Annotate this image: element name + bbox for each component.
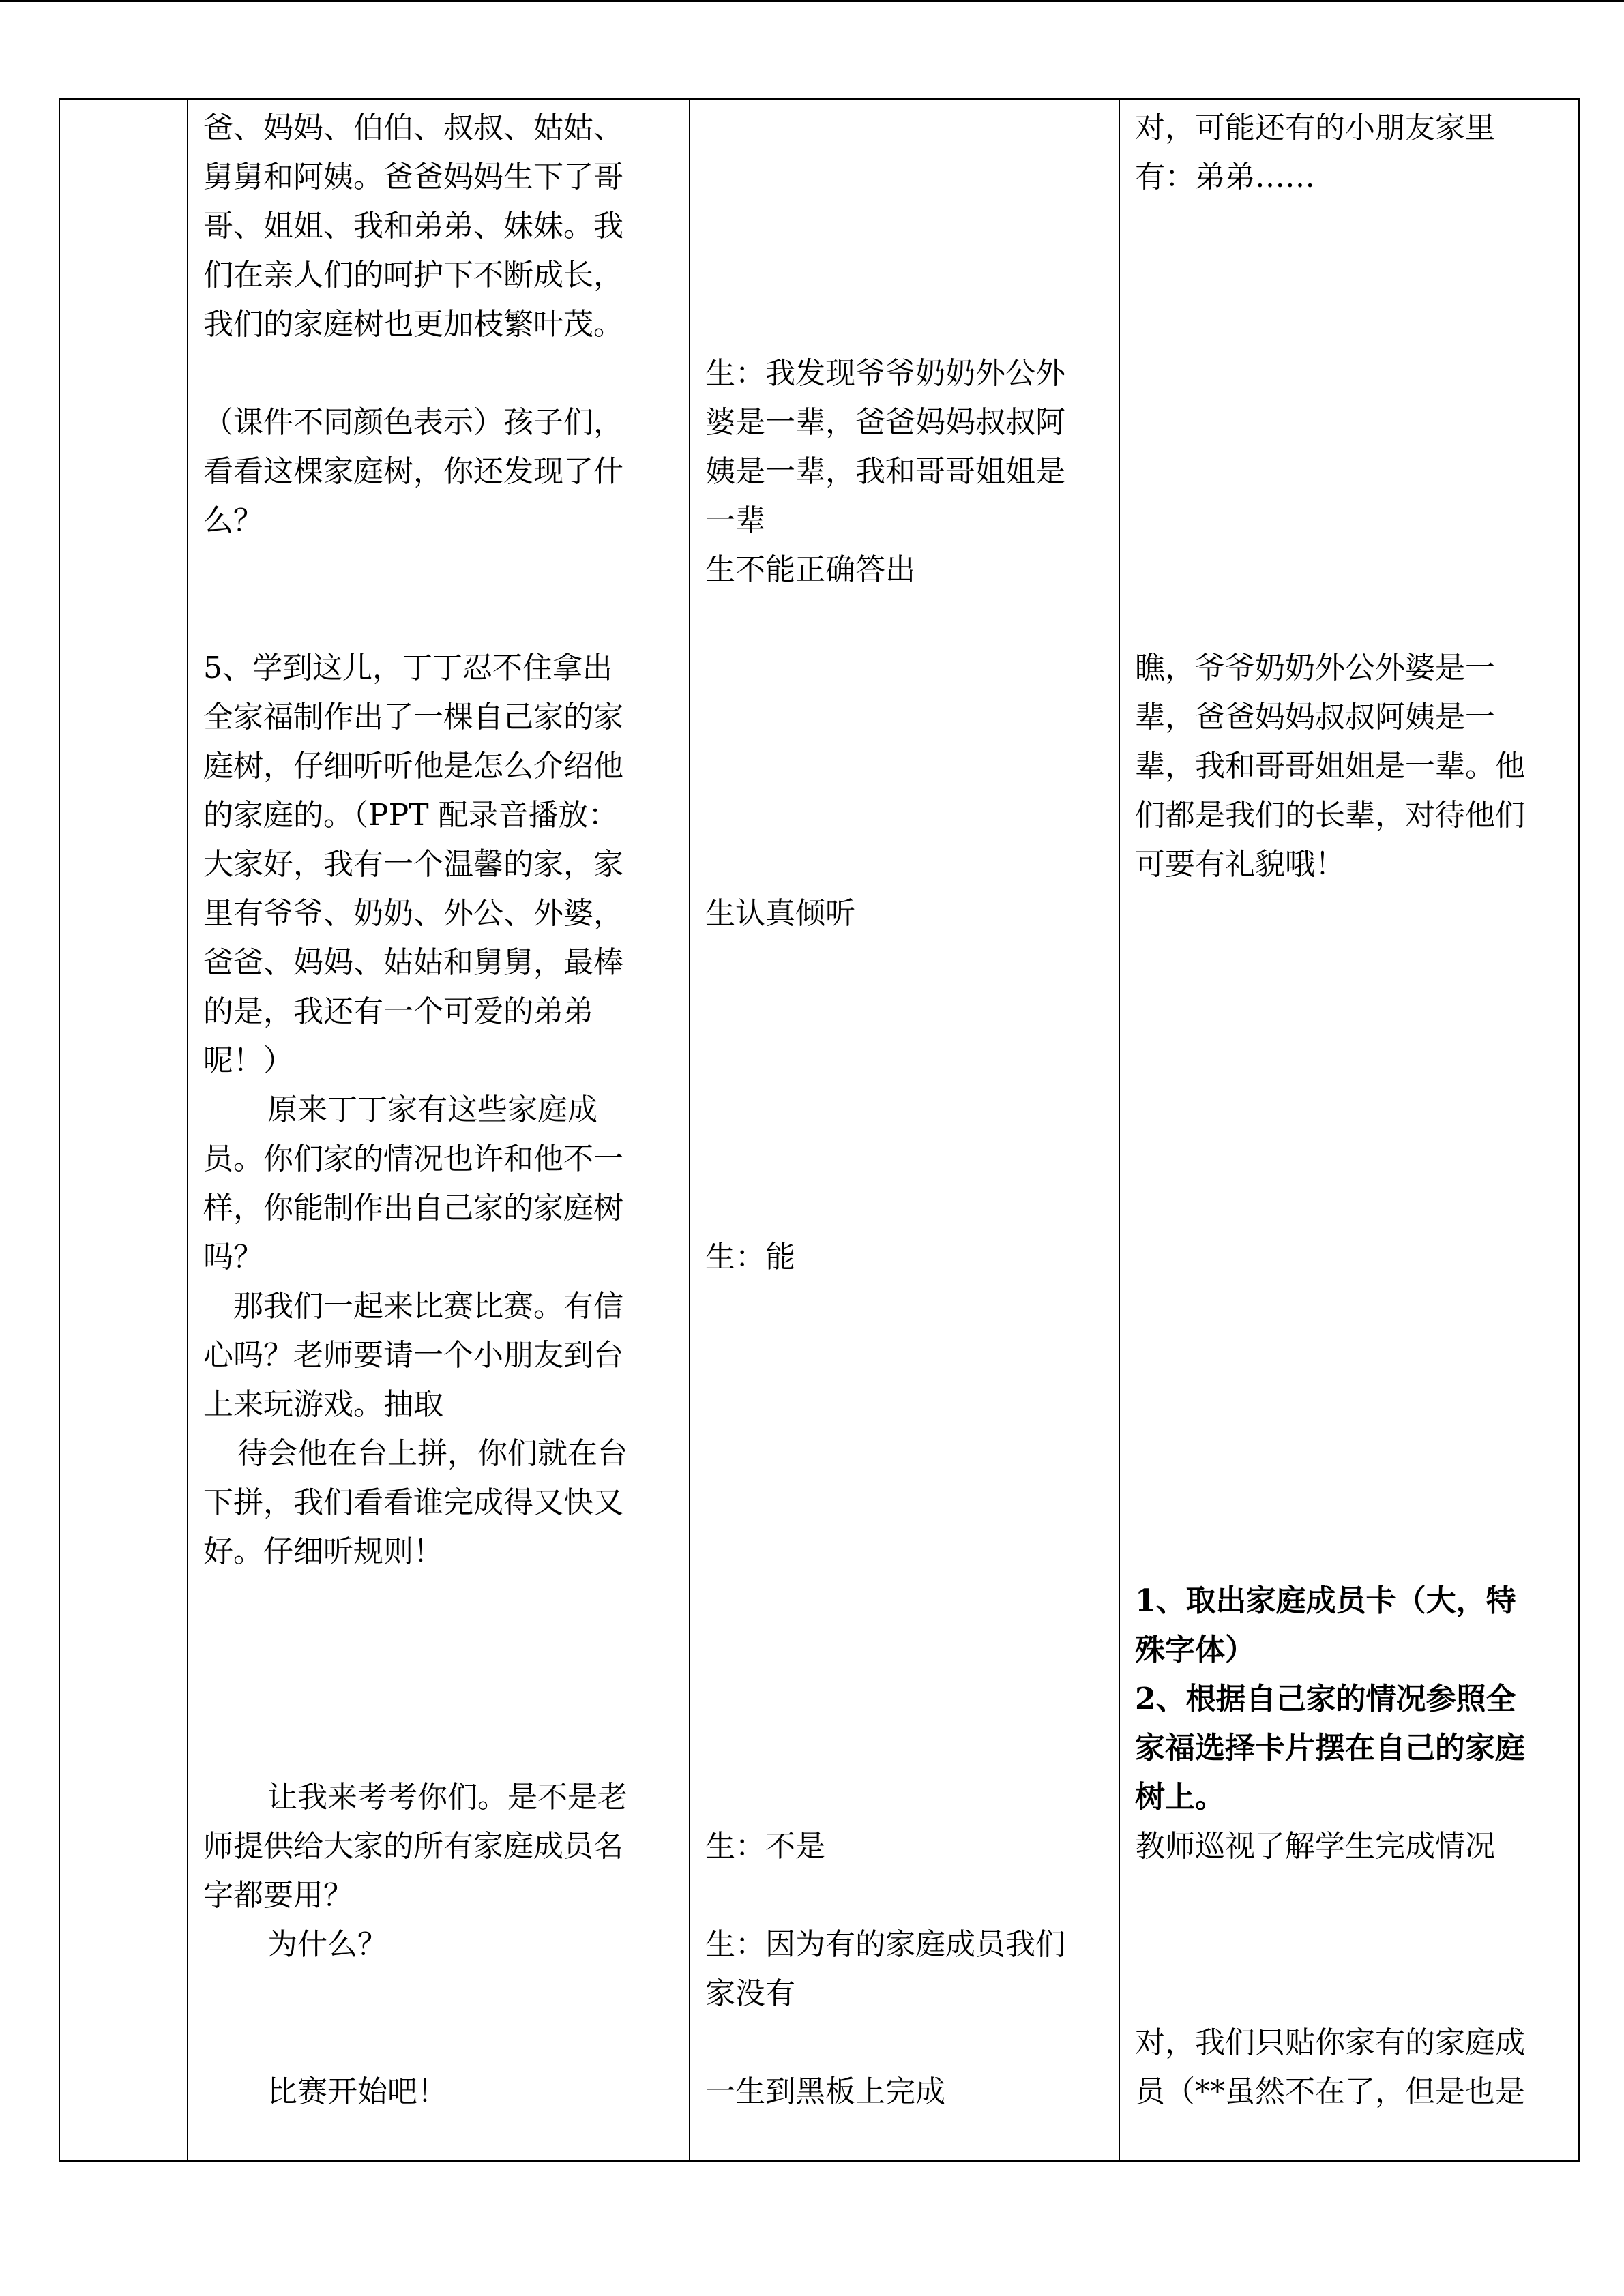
text-line: 爸爸、妈妈、姑姑和舅舅，最棒 [203, 945, 623, 980]
text-line: 我们的家庭树也更加枝繁叶茂。 [203, 307, 623, 342]
note-patrol: 教师巡视了解学生完成情况 [1135, 1829, 1495, 1864]
text-line: 有：弟弟…… [1135, 160, 1315, 194]
text-line: 上来玩游戏。抽取 [203, 1387, 443, 1422]
text-line: 师提供给大家的所有家庭成员名 [203, 1829, 623, 1864]
text-line: 员（**虽然不在了，但是也是 [1135, 2074, 1525, 2109]
answer-reason [705, 1920, 1114, 2018]
note-younger-brother [1135, 104, 1571, 202]
text-line: 生不能正确答出 [705, 552, 915, 587]
text-line: 舅舅和阿姨。爸爸妈妈生下了哥 [203, 160, 623, 194]
text-line: 树上。 [1135, 1780, 1225, 1815]
text-line: 待会他在台上拼，你们就在台 [237, 1436, 628, 1471]
table-left-border [59, 98, 60, 2162]
text-line: 们在亲人们的呵护下不断成长， [203, 258, 623, 293]
text-line: 家没有 [705, 1976, 795, 2011]
paragraph-dingding-family [203, 1086, 681, 1282]
paragraph-rules [203, 1429, 681, 1577]
text-line: 2、根据自己家的情况参照全 [1135, 1682, 1516, 1716]
table-right-border [1578, 98, 1580, 2162]
text-line: 殊字体） [1135, 1632, 1255, 1667]
text-line: 1、取出家庭成员卡（大，特 [1135, 1583, 1516, 1618]
student-column [705, 349, 1114, 2117]
text-line: 为什么？ [267, 1927, 387, 1962]
text-line: 爸、妈妈、伯伯、叔叔、姑姑、 [203, 110, 623, 145]
answer-can: 生：能 [705, 1240, 795, 1274]
text-line: 呢！） [203, 1043, 293, 1078]
text-line: 婆是一辈，爸爸妈妈叔叔阿 [705, 405, 1065, 440]
text-line: 原来丁丁家有这些家庭成 [267, 1092, 597, 1127]
table-bottom-border [59, 2160, 1580, 2162]
answer-blackboard: 一生到黑板上完成 [705, 2074, 945, 2109]
page-top-rule [0, 0, 1624, 2]
answer-listen: 生认真倾听 [705, 896, 855, 931]
text-line: 字都要用？ [203, 1878, 353, 1913]
text-line: 的是，我还有一个可爱的弟弟 [203, 994, 593, 1029]
answer-generations [705, 349, 1114, 595]
text-line: 生：我发现爷爷奶奶外公外 [705, 356, 1065, 391]
text-line: 的家庭的。（PPT 配录音播放： [203, 798, 619, 833]
text-line: 一辈 [705, 503, 765, 538]
text-line: 看看这棵家庭树，你还发现了什 [203, 454, 623, 489]
text-line: 下拼，我们看看谁完成得又快又 [203, 1485, 623, 1520]
text-line: 5、学到这儿，丁丁忍不住拿出 [203, 651, 612, 685]
text-line: 庭树，仔细听听他是怎么介绍他 [203, 749, 623, 784]
paragraph-quiz [203, 1773, 681, 1969]
notes-column-steps [1135, 1577, 1571, 2117]
paragraph-step-5 [203, 644, 681, 1086]
paragraph-competition [203, 1282, 681, 1429]
text-line: 全家福制作出了一棵自己家的家 [203, 700, 623, 734]
notes-column [1135, 104, 1571, 202]
text-line: 姨是一辈，我和哥哥姐姐是 [705, 454, 1065, 489]
text-line: 可要有礼貌哦！ [1135, 847, 1345, 882]
text-line: 哥、姐姐、我和弟弟、妹妹。我 [203, 209, 623, 243]
text-line: 那我们一起来比赛比赛。有信 [233, 1289, 623, 1324]
answer-no: 生：不是 [705, 1829, 825, 1864]
text-line: 大家好，我有一个温馨的家，家 [203, 847, 623, 882]
table-top-border [59, 98, 1580, 100]
text-line: 辈，我和哥哥姐姐是一辈。他 [1135, 749, 1525, 784]
text-line: 对，我们只贴你家有的家庭成 [1135, 2025, 1525, 2060]
note-only-your-family [1135, 2018, 1571, 2117]
text-line: 比赛开始吧！ [267, 2074, 447, 2109]
text-line: 好。仔细听规则！ [203, 1534, 443, 1569]
text-line: 么？ [203, 503, 263, 538]
text-line: 瞧，爷爷奶奶外公外婆是一 [1135, 651, 1495, 685]
text-line: 们都是我们的长辈，对待他们 [1135, 798, 1525, 833]
column-divider-3 [1119, 98, 1120, 2162]
text-line: 心吗？老师要请一个小朋友到台 [203, 1338, 623, 1373]
text-line: 样，你能制作出自己家的家庭树 [203, 1191, 623, 1225]
text-line: 员。你们家的情况也许和他不一 [203, 1142, 623, 1176]
notes-column-elders [1135, 644, 1571, 889]
text-line: 对，可能还有的小朋友家里 [1135, 110, 1495, 145]
paragraph-question [203, 398, 681, 546]
text-line: 生：因为有的家庭成员我们 [705, 1927, 1065, 1962]
note-steps [1135, 1577, 1571, 1822]
text-line: 家福选择卡片摆在自己的家庭 [1135, 1731, 1525, 1765]
column-divider-2 [689, 98, 690, 2162]
paragraph-family-tree [203, 104, 681, 349]
text-line: 里有爷爷、奶奶、外公、外婆， [203, 896, 623, 931]
teacher-column [203, 104, 681, 2117]
text-line: 辈，爸爸妈妈叔叔阿姨是一 [1135, 700, 1495, 734]
text-line: 让我来考考你们。是不是老 [267, 1780, 628, 1815]
text-line: 吗？ [203, 1240, 263, 1274]
note-elders [1135, 644, 1571, 889]
text-line: （课件不同颜色表示）孩子们， [203, 405, 623, 440]
column-divider-1 [187, 98, 188, 2162]
